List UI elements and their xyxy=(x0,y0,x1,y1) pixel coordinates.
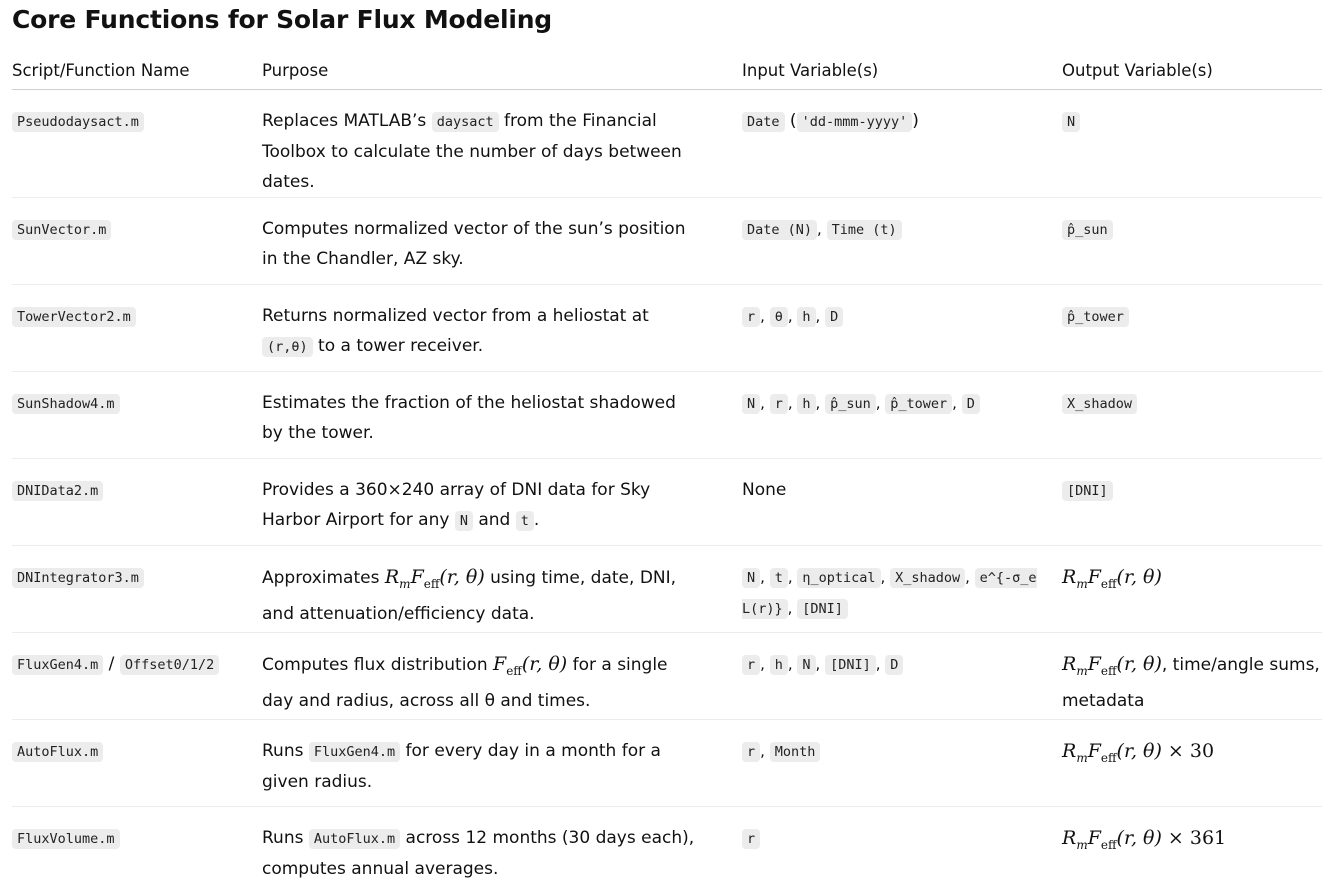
function-name: DNIntegrator3.m xyxy=(12,568,144,588)
inputs-cell: N , t , η_optical , X_shadow , e^{-σ_e L(r)} , [DNI] xyxy=(742,546,1062,633)
inputs-cell: N , r , h , p̂_sun , p̂_tower , D xyxy=(742,372,1062,459)
function-name: DNIData2.m xyxy=(12,481,103,501)
math-rm-feff-x361: $R_mF_{eff}(r$, θ) × 361 xyxy=(1062,827,1226,849)
function-name: FluxGen4.m xyxy=(12,655,103,675)
outputs-cell: [DNI] xyxy=(1062,459,1322,546)
function-name: SunShadow4.m xyxy=(12,394,120,414)
page-title: Core Functions for Solar Flux Modeling xyxy=(12,5,552,34)
purpose-cell: Computes flux distribution $F_{eff}(r$, θ) for a single day and radius, across all θ and times. xyxy=(262,633,742,720)
inputs-cell: Date (N) , Time (t) xyxy=(742,198,1062,285)
outputs-cell xyxy=(1062,807,1322,893)
table-row xyxy=(12,807,1322,893)
header-inputs: Input Variable(s) xyxy=(742,52,1062,90)
inputs-cell: r , θ , h , D xyxy=(742,285,1062,372)
table-row xyxy=(12,459,1322,546)
outputs-cell: p̂_sun xyxy=(1062,198,1322,285)
table-row: FluxGen4.m / Offset0/1/2 Computes flux distribution $F_{eff}(r$, θ) for a single day and radius, across all θ and times. r , h , N , [DNI] , D $R_mF_{eff}(r$, θ), time/angle sums, metadata xyxy=(12,633,1322,720)
header-name: Script/Function Name xyxy=(12,52,262,90)
table-row xyxy=(12,720,1322,807)
purpose-cell: Provides a 360×240 array of DNI data for Sky Harbor Airport for any N and t . xyxy=(262,459,742,546)
function-name: FluxVolume.m xyxy=(12,829,120,849)
math-feff: $F_{eff}(r$, θ) xyxy=(493,653,567,675)
function-name: SunVector.m xyxy=(12,220,111,240)
function-name: AutoFlux.m xyxy=(12,742,103,762)
outputs-cell xyxy=(1062,720,1322,807)
outputs-cell xyxy=(1062,546,1322,633)
table-row xyxy=(12,198,1322,285)
math-rm-feff: $R_mF_{eff}(r$, θ) xyxy=(1062,653,1162,675)
math-rm-feff: $R_mF_{eff}(r$, θ) xyxy=(385,566,485,588)
purpose-cell: Runs AutoFlux.m across 12 months (30 days each), computes annual averages. xyxy=(262,807,742,893)
purpose-cell: Returns normalized vector from a heliostat at (r,θ) to a tower receiver. xyxy=(262,285,742,372)
outputs-cell: N xyxy=(1062,90,1322,198)
inputs-cell: None xyxy=(742,459,1062,546)
function-name: TowerVector2.m xyxy=(12,307,136,327)
inputs-cell: Date ( 'dd-mmm-yyyy' ) xyxy=(742,90,1062,198)
table-row xyxy=(12,90,1322,198)
header-outputs: Output Variable(s) xyxy=(1062,52,1322,90)
inputs-cell: r , Month xyxy=(742,720,1062,807)
purpose-cell: Estimates the fraction of the heliostat shadowed by the tower. xyxy=(262,372,742,459)
functions-table xyxy=(12,52,1322,893)
table-row xyxy=(12,285,1322,372)
purpose-cell: Approximates $R_mF_{eff}(r$, θ) using time, date, DNI, and attenuation/efficiency data. xyxy=(262,546,742,633)
purpose-cell: Replaces MATLAB’s daysact from the Financial Toolbox to calculate the number of days between dates. xyxy=(262,90,742,198)
header-purpose: Purpose xyxy=(262,52,742,90)
inputs-cell: r , h , N , [DNI] , D xyxy=(742,633,1062,720)
inputs-cell: r xyxy=(742,807,1062,893)
table-row xyxy=(12,546,1322,633)
purpose-cell: Runs FluxGen4.m for every day in a month for a given radius. xyxy=(262,720,742,807)
purpose-cell: Computes normalized vector of the sun’s position in the Chandler, AZ sky. xyxy=(262,198,742,285)
math-rm-feff-x30: $R_mF_{eff}(r$, θ) × 30 xyxy=(1062,740,1214,762)
table-header-row xyxy=(12,52,1322,90)
function-name: Pseudodaysact.m xyxy=(12,112,144,132)
table-row xyxy=(12,372,1322,459)
outputs-cell: p̂_tower xyxy=(1062,285,1322,372)
outputs-cell: X_shadow xyxy=(1062,372,1322,459)
outputs-cell: $R_mF_{eff}(r$, θ), time/angle sums, metadata xyxy=(1062,633,1322,720)
function-name-alt: Offset0/1/2 xyxy=(120,655,219,675)
math-rm-feff: $R_mF_{eff}(r$, θ) xyxy=(1062,566,1162,588)
